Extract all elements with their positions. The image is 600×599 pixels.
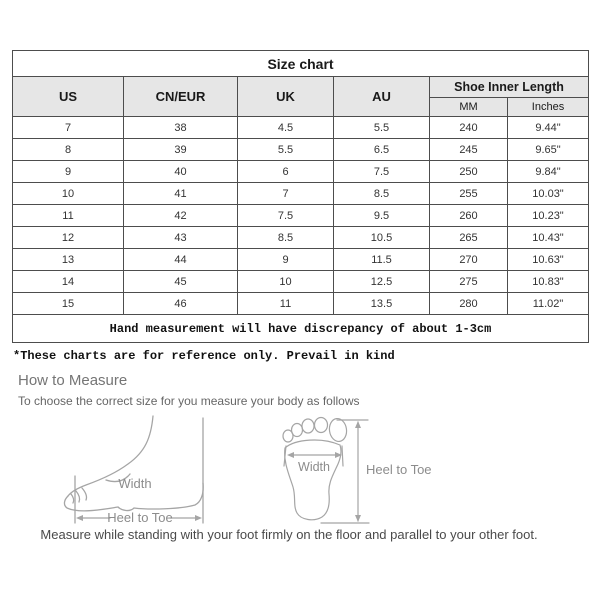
column-header-us: US xyxy=(13,77,124,117)
size-cell: 275 xyxy=(430,271,508,293)
size-cell: 14 xyxy=(13,271,124,293)
size-cell: 41 xyxy=(124,183,238,205)
size-cell: 9.5 xyxy=(334,205,430,227)
size-cell: 10.03" xyxy=(508,183,589,205)
size-cell: 7.5 xyxy=(334,161,430,183)
column-header-cneur: CN/EUR xyxy=(124,77,238,117)
size-cell: 10.5 xyxy=(334,227,430,249)
size-cell: 10.43" xyxy=(508,227,589,249)
size-cell: 12.5 xyxy=(334,271,430,293)
foot-measurement-diagram xyxy=(50,408,470,528)
table-row xyxy=(13,293,589,315)
size-cell: 9 xyxy=(13,161,124,183)
measurement-discrepancy-note: Hand measurement will have discrepancy of about 1-3cm xyxy=(13,315,589,343)
size-cell: 15 xyxy=(13,293,124,315)
size-cell: 9.84" xyxy=(508,161,589,183)
size-cell: 7.5 xyxy=(238,205,334,227)
column-header-inches: Inches xyxy=(508,97,589,117)
size-cell: 10 xyxy=(238,271,334,293)
size-cell: 10.63" xyxy=(508,249,589,271)
table-header-row xyxy=(13,77,589,98)
size-cell: 39 xyxy=(124,139,238,161)
size-cell: 7 xyxy=(238,183,334,205)
size-cell: 43 xyxy=(124,227,238,249)
size-cell: 8.5 xyxy=(334,183,430,205)
size-cell: 260 xyxy=(430,205,508,227)
how-to-measure-title: How to Measure xyxy=(18,372,128,389)
size-cell: 9.44" xyxy=(508,117,589,139)
size-cell: 13.5 xyxy=(334,293,430,315)
size-chart-table xyxy=(12,50,589,343)
size-cell: 10 xyxy=(13,183,124,205)
table-row xyxy=(13,161,589,183)
size-cell: 38 xyxy=(124,117,238,139)
table-row xyxy=(13,117,589,139)
side-width-label: Width xyxy=(118,476,152,491)
table-row xyxy=(13,139,589,161)
size-cell: 7 xyxy=(13,117,124,139)
size-cell: 270 xyxy=(430,249,508,271)
size-cell: 45 xyxy=(124,271,238,293)
table-title-row xyxy=(13,51,589,77)
size-cell: 9.65" xyxy=(508,139,589,161)
size-cell: 6 xyxy=(238,161,334,183)
reference-note: *These charts are for reference only. Prevail in kind xyxy=(13,349,395,363)
size-cell: 9 xyxy=(238,249,334,271)
size-cell: 13 xyxy=(13,249,124,271)
foot-side-view-drawing xyxy=(64,416,203,523)
size-cell: 11.02" xyxy=(508,293,589,315)
column-header-inner-length: Shoe Inner Length xyxy=(430,77,589,98)
size-cell: 12 xyxy=(13,227,124,249)
size-cell: 265 xyxy=(430,227,508,249)
column-header-mm: MM xyxy=(430,97,508,117)
size-cell: 10.23" xyxy=(508,205,589,227)
size-cell: 4.5 xyxy=(238,117,334,139)
size-cell: 10.83" xyxy=(508,271,589,293)
size-cell: 5.5 xyxy=(238,139,334,161)
table-row xyxy=(13,183,589,205)
size-cell: 255 xyxy=(430,183,508,205)
size-cell: 42 xyxy=(124,205,238,227)
how-to-measure-subtitle: To choose the correct size for you measure your body as follows xyxy=(18,394,360,408)
size-cell: 5.5 xyxy=(334,117,430,139)
size-cell: 11 xyxy=(238,293,334,315)
table-footer-row xyxy=(13,315,589,343)
size-cell: 46 xyxy=(124,293,238,315)
table-row xyxy=(13,271,589,293)
size-cell: 40 xyxy=(124,161,238,183)
table-row xyxy=(13,205,589,227)
size-cell: 11 xyxy=(13,205,124,227)
size-cell: 44 xyxy=(124,249,238,271)
measure-instruction-caption: Measure while standing with your foot firmly on the floor and parallel to your other foot. xyxy=(40,527,538,542)
side-heel-to-toe-label: Heel to Toe xyxy=(107,510,173,525)
size-cell: 11.5 xyxy=(334,249,430,271)
table-title: Size chart xyxy=(13,51,589,77)
size-cell: 6.5 xyxy=(334,139,430,161)
size-cell: 8.5 xyxy=(238,227,334,249)
size-cell: 245 xyxy=(430,139,508,161)
size-cell: 240 xyxy=(430,117,508,139)
size-cell: 8 xyxy=(13,139,124,161)
table-row xyxy=(13,249,589,271)
size-cell: 250 xyxy=(430,161,508,183)
column-header-au: AU xyxy=(334,77,430,117)
size-cell: 280 xyxy=(430,293,508,315)
sole-width-label: Width xyxy=(298,460,330,474)
table-row xyxy=(13,227,589,249)
column-header-uk: UK xyxy=(238,77,334,117)
sole-heel-to-toe-label: Heel to Toe xyxy=(366,462,432,477)
